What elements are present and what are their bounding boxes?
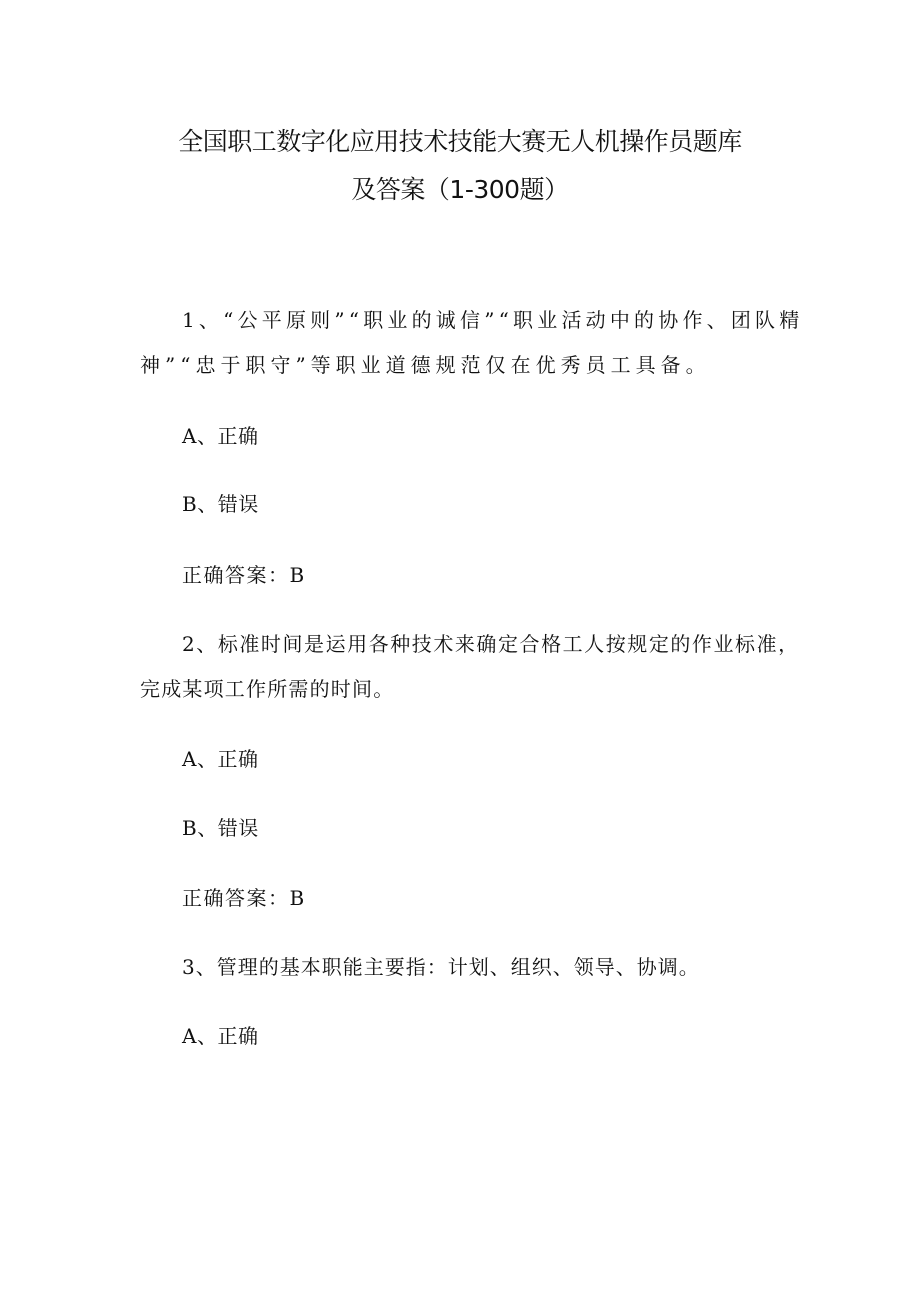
question-1-option-b: B、错误 [182,492,259,516]
document-title-line-1: 全国职工数字化应用技术技能大赛无人机操作员题库 [178,127,742,156]
question-1-answer: 正确答案：B [182,563,306,587]
question-1-stem-line-2: 神”“忠于职守”等职业道德规范仅在优秀员工具备。 [140,353,711,377]
question-2-stem-line-2: 完成某项工作所需的时间。 [140,677,395,701]
question-2-option-b: B、错误 [182,816,259,840]
question-2-option-a: A、正确 [182,747,259,771]
question-3-stem-line-1: 3、管理的基本职能主要指：计划、组织、领导、协调。 [182,955,700,979]
document-title-line-2: 及答案（1-300题） [351,175,569,204]
question-2-stem-line-1: 2、标准时间是运用各种技术来确定合格工人按规定的作业标准， [182,632,800,656]
question-3-option-a: A、正确 [182,1024,259,1048]
question-1-option-a: A、正确 [182,424,259,448]
question-2-answer: 正确答案：B [182,886,306,910]
question-1-stem-line-1: 1、“公平原则”“职业的诚信”“职业活动中的协作、团队精 [182,308,804,332]
